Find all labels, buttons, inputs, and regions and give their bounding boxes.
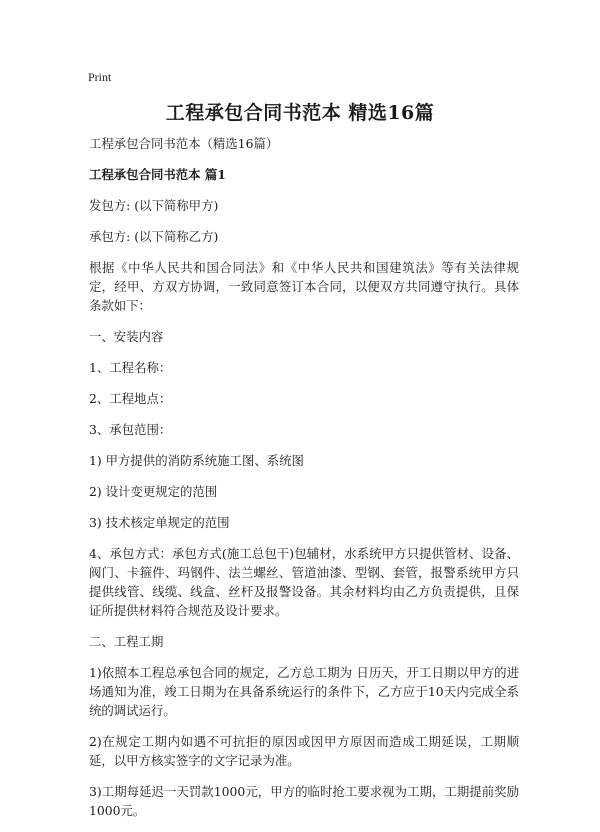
paragraph: 3) 技术核定单规定的范围 [89, 515, 230, 530]
print-link[interactable]: Print [88, 70, 112, 84]
paragraph: 二、工程工期 [89, 634, 164, 649]
paragraph: 1)依照本工程总承包合同的规定，乙方总工期为 日历天，开工日期以甲方的进场通知为准，竣工日期为在具备系统运行的条件下，乙方应于10天内完成全系统的调试运行。 [89, 665, 519, 718]
document-title: 工程承包合同书范本 精选16篇 [165, 102, 435, 124]
paragraph: 承包方: (以下简称乙方) [89, 229, 219, 244]
section-heading: 工程承包合同书范本 篇1 [89, 167, 226, 182]
paragraph: 2) 设计变更规定的范围 [89, 484, 218, 499]
paragraph: 2、工程地点： [89, 391, 172, 406]
paragraph: 工程承包合同书范本（精选16篇） [89, 136, 279, 151]
paragraph: 一、安装内容 [89, 329, 164, 344]
paragraph: 4、承包方式：承包方式(施工总包干)包辅材，水系统甲方只提供管材、设备、阀门、卡箍件、玛钢件、法兰螺丝、管道油漆、型钢、套管，报警系统甲方只提供线管、线缆、线盒、丝杆及报警设备。其余材料均由乙方负责提供，且保证所提供材料符合规范及设计要求。 [89, 546, 519, 618]
paragraph: 3)工期每延迟一天罚款1000元，甲方的临时抢工要求视为工期，工期提前奖励1000元。 [89, 784, 519, 818]
paragraph: 根据《中华人民共和国合同法》和《中华人民共和国建筑法》等有关法律规定，经甲、方双方协调，一致同意签订本合同，以便双方共同遵守执行。具体条款如下： [89, 260, 519, 313]
paragraph: 发包方: (以下简称甲方) [89, 198, 219, 213]
paragraph: 1) 甲方提供的消防系统施工图、系统图 [89, 453, 304, 468]
document-body [89, 134, 519, 832]
paragraph: 2)在规定工期内如遇不可抗拒的原因或因甲方原因而造成工期延误，工期顺延，以甲方核实签字的文字记录为准。 [89, 734, 519, 768]
paragraph: 1、工程名称： [89, 360, 172, 375]
paragraph: 3、承包范围： [89, 422, 172, 437]
